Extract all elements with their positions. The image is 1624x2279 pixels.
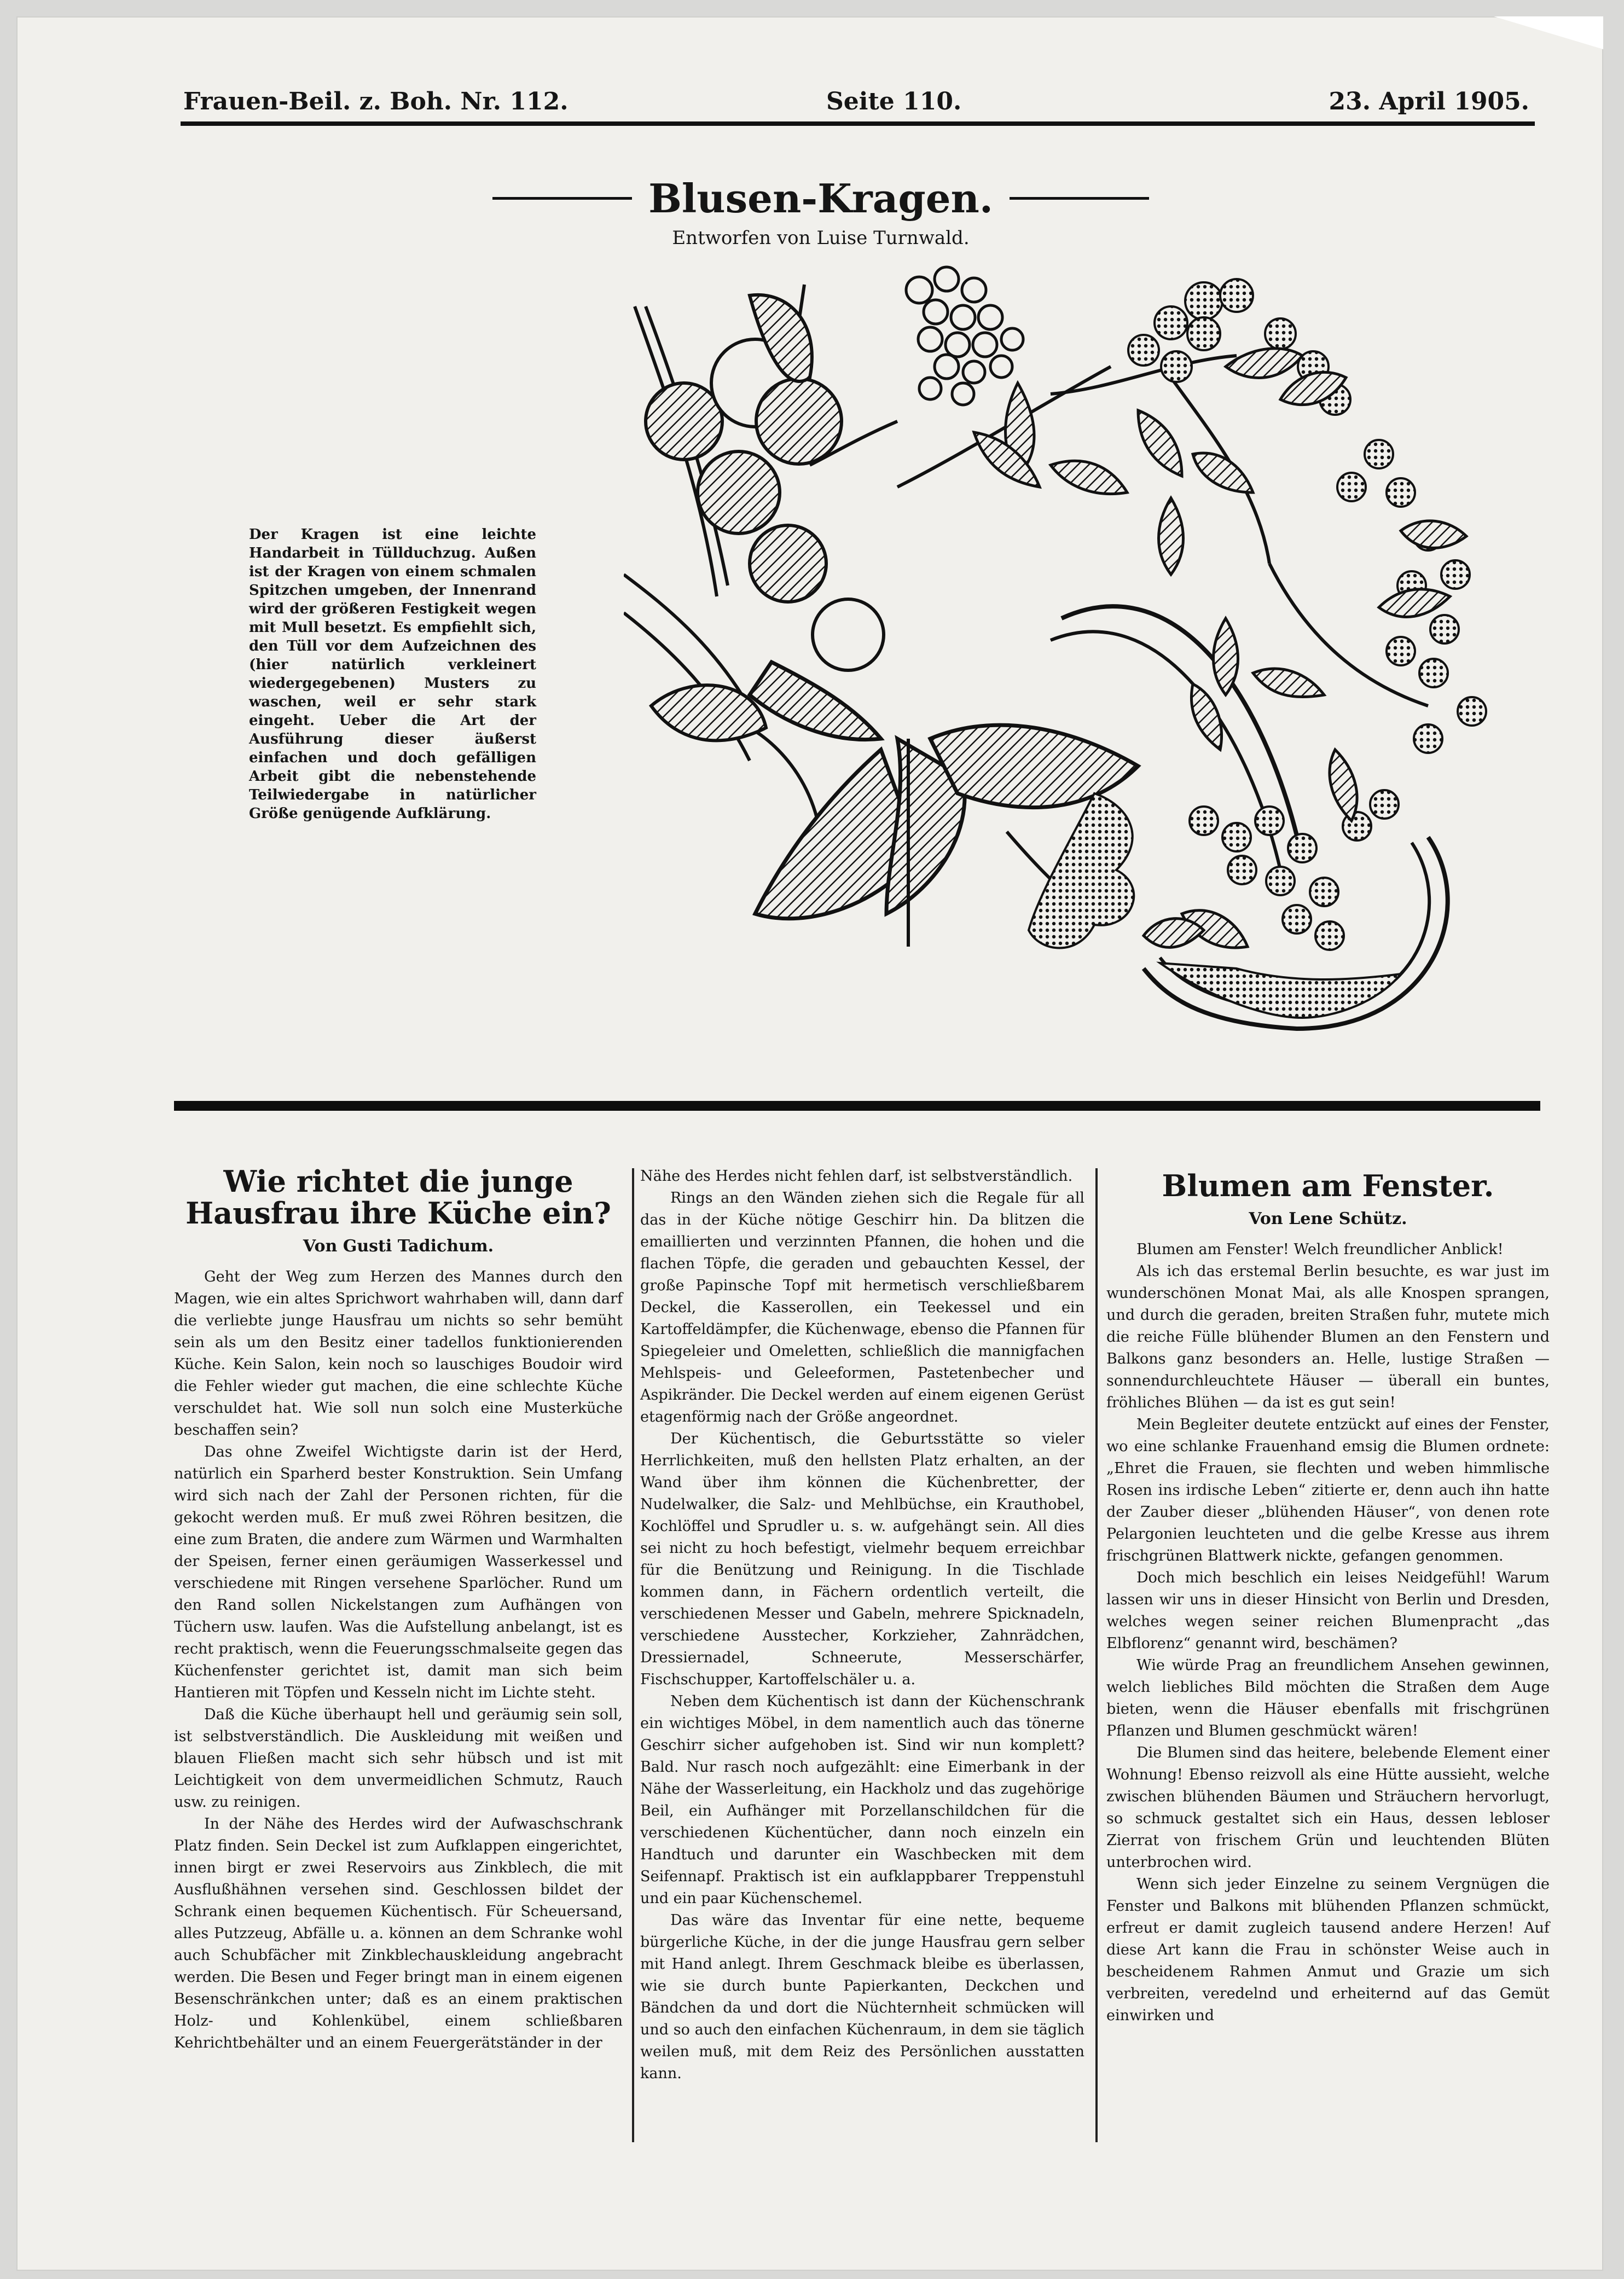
pattern-article-subtitle: Entworfen von Luise Turnwald. bbox=[672, 227, 970, 249]
pattern-article-heading bbox=[492, 175, 1149, 249]
title-ornament-line-right bbox=[1010, 197, 1149, 200]
flowers-paragraph: Doch mich beschlich ein leises Neidgefühl! Warum lassen wir uns in dieser Hinsicht von Berlin und Dresden, welches wegen seiner reichen Blumenpracht „das Elbflorenz“ genannt wird, beschämen? bbox=[1106, 1569, 1550, 1652]
header-page-number: Seite 110. bbox=[826, 88, 962, 115]
flowers-paragraph: Mein Begleiter deutete entzückt auf eines der Fenster, wo eine schlanke Frauenhand emsig die Blumen ordnete: „Ehret die Frauen, sie flechten und weben himmlische Rosen ins irdische Leben“ zitierte er, denn auch ihn hatte der Zauber dieser „blühenden Häuser“, von denen rote Pelargonien leuchteten und die gelbe Kresse aus ihrem frischgrünen Blattwerk nickte, gefangen genommen. bbox=[1106, 1416, 1550, 1564]
section-rule bbox=[174, 1101, 1540, 1111]
header-rule bbox=[181, 121, 1535, 126]
flowers-paragraph: Wenn sich jeder Einzelne zu seinem Vergnügen die Fenster und Balkons mit blühenden Pflanzen schmückt, erfreut er damit zugleich tausend andere Herzen! Auf diese Art kann die Frau in schönster Weise auch in bescheidenem Rahmen Anmut und Grazie um sich verbreiten, veredelnd und erheiternd auf das Gemüt einwirken und bbox=[1106, 1876, 1550, 2024]
kitchen-paragraph: Daß die Küche überhaupt hell und geräumig sein soll, ist selbstverständlich. Die Auskleidung mit weißen und blauen Fließen macht sich sehr hübsch und ist mit Leichtigkeit von dem unvermeidlichen Schmutz, Rauch usw. zu reinigen. bbox=[174, 1706, 623, 1811]
flowers-article-column bbox=[1106, 1165, 1550, 2027]
pattern-article-title: Blusen-Kragen. bbox=[648, 175, 993, 222]
kitchen-paragraph: Das ohne Zweifel Wichtigste darin ist der Herd, natürlich ein Sparherd bester Konstruktion. Sein Umfang wird sich nach der Zahl der Personen richten, für die gekocht werden muß. Er muß zwei Röhren besitzen, die eine zum Braten, die andere zum Wärmen und Warmhalten der Speisen, ferner einen geräumigen Wasserkessel und verschiedene mit Ringen versehene Sparlöcher. Rund um den Rand sollen Nickelstangen zum Aufhängen von Tüchern usw. laufen. Was die Aufstellung anbelangt, ist es recht praktisch, wenn die Feuerungsschmalseite gegen das Küchenfenster gerichtet ist, damit man sich beim Hantieren mit Töpfen und Kesseln nicht im Lichte steht. bbox=[174, 1443, 623, 1701]
header-publication: Frauen-Beil. z. Boh. Nr. 112. bbox=[183, 88, 569, 115]
flowers-article-author: Von Lene Schütz. bbox=[1249, 1209, 1407, 1228]
pattern-caption: Der Kragen ist eine leichte Handarbeit in Tüllduchzug. Außen ist der Kragen von einem schmalen Spitzchen umgeben, der Innenrand wird der größeren Festigkeit wegen mit Mull besetzt. Es empfiehlt sich, den Tüll vor dem Aufzeichnen des (hier natürlich verkleinert wiedergegebenen) Musters zu waschen, weil er sehr stark eingeht. Ueber die Art der Ausführung dieser äußerst einfachen und doch gefälligen Arbeit gibt die nebenstehende Teilwiedergabe in natürlicher Größe genügende Aufklärung. bbox=[249, 526, 536, 822]
page-header bbox=[183, 88, 1529, 120]
title-ornament-line-left bbox=[492, 197, 632, 200]
folded-corner bbox=[1494, 16, 1603, 49]
kitchen-article-author: Von Gusti Tadichum. bbox=[303, 1237, 494, 1256]
flowers-paragraph: Als ich das erstemal Berlin besuchte, es war just im wunderschönen Monat Mai, als alle Knospen sprangen, und durch die geraden, breiten Straßen fuhr, mutete mich die reiche Fülle blühender Blumen an den Fenstern und Balkons ganz besonders an. Helle, lustige Straßen — sonnendurchleuchtete Häuser — überall ein buntes, fröhliches Blühen — da ist es gut sein! bbox=[1106, 1263, 1550, 1411]
kitchen-paragraph: Rings an den Wänden ziehen sich die Regale für all das in der Küche nötige Geschirr hin. Da blitzen die emaillierten und verzinnten Pfannen, die hohen und die flachen Töpfe, die geraden und gebauchten Kessel, der große Papinsche Topf mit hermetisch verschließbarem Deckel, die Kasserollen, ein Teekessel und ein Kartoffeldämpfer, die Küchenwage, ebenso die Pfannen für Spiegeleier und Omeletten, schließlich die mannigfachen Mehlspeis- und Geleeformen, Pastetenbecher und Aspikränder. Die Deckel werden auf einem eigenen Gerüst etagenförmig nach der Größe angeordnet. bbox=[640, 1190, 1084, 1425]
kitchen-article-column-1 bbox=[174, 1165, 623, 2054]
flowers-article-title: Blumen am Fenster. bbox=[1162, 1168, 1494, 1203]
header-date: 23. April 1905. bbox=[1329, 88, 1529, 115]
kitchen-paragraph: Nähe des Herdes nicht fehlen darf, ist selbstverständlich. bbox=[640, 1168, 1073, 1185]
kitchen-article-column-2 bbox=[640, 1165, 1084, 2085]
kitchen-paragraph: Neben dem Küchentisch ist dann der Küchenschrank ein wichtiges Möbel, in dem namentlich auch das tönerne Geschirr sicher aufgehoben ist. Sind wir nun komplett? Bald. Nur rasch noch aufgezählt: eine Eimerbank in der Nähe der Wasserleitung, ein Hackholz und das zugehörige Beil, ein Aufhänger mit Porzellanschildchen für die verschiedenen Küchentücher, dann noch einzeln ein Handtuch und darunter ein Waschbecken mit dem Seifennapf. Praktisch ist ein aufklappbarer Treppenstuhl und ein paar Küchenschemel. bbox=[640, 1693, 1084, 1907]
column-rule-2 bbox=[1095, 1168, 1098, 2142]
kitchen-article-title: Wie richtet die junge Hausfrau ihre Küche ein? bbox=[185, 1164, 611, 1231]
kitchen-paragraph: Der Küchentisch, die Geburtsstätte so vieler Herrlichkeiten, muß den hellsten Platz erhalten, an der Wand über ihm können die Küchenbretter, der Nudelwalker, die Salz- und Mehlbüchse, ein Krauthobel, Kochlöffel und Sprudler u. s. w. aufgehängt sein. All dies sei nicht zu hoch befestigt, vielmehr bequem erreichbar für die Benützung und Reinigung. In die Tischlade kommen dann, in Fächern ordentlich verteilt, die verschiedenen Messer und Gabeln, mehrere Spicknadeln, verschiedene Ausstecher, Korkzieher, Zahnrädchen, Dressiernadel, Schneerute, Messerschärfer, Fischschupper, Kartoffelschäler u. a. bbox=[640, 1430, 1084, 1688]
flowers-paragraph: Die Blumen sind das heitere, belebende Element einer Wohnung! Ebenso reizvoll als eine Hütte aussieht, welche zwischen blühenden Bäumen und Sträuchern hervorlugt, so schmuck gestaltet sich ein Haus, dessen lebloser Zierrat von frischem Grün und leuchtenden Blüten unterbrochen wird. bbox=[1106, 1744, 1550, 1871]
flowers-paragraph: Wie würde Prag an freundlichem Ansehen gewinnen, welch liebliches Bild möchten die Straßen dem Auge bieten, wenn die Häuser ebenfalls mit frischgrünen Pflanzen und Blumen geschmückt wären! bbox=[1106, 1657, 1550, 1739]
kitchen-paragraph: Geht der Weg zum Herzen des Mannes durch den Magen, wie ein altes Sprichwort wahrhaben will, dann darf die verliebte junge Hausfrau um nichts so sehr bemüht sein als um den Besitz einer tadellos funktionierenden Küche. Kein Salon, kein noch so lauschiges Boudoir wird die Fehler wieder gut machen, die eine schlechte Küche verschuldet hat. Wie soll nun solch eine Musterküche beschaffen sein? bbox=[174, 1268, 623, 1439]
kitchen-paragraph: Das wäre das Inventar für eine nette, bequeme bürgerliche Küche, in der die junge Hausfrau gern selber mit Hand anlegt. Ihrem Geschmack bleibe es überlassen, wie sie durch bunte Papierkanten, Deckchen und Bändchen da und dort die Nüchternheit schmücken will und so auch den einfachen Küchenraum, in dem sie täglich weilen muß, mit dem Reiz des Persönlichen ausstatten kann. bbox=[640, 1912, 1084, 2082]
kitchen-paragraph: In der Nähe des Herdes wird der Aufwaschschrank Platz finden. Sein Deckel ist zum Aufklappen eingerichtet, innen birgt er zwei Reservoirs aus Zinkblech, die mit Ausflußhähnen versehen sind. Geschlossen bildet der Schrank einen bequemen Küchentisch. Für Scheuersand, alles Putzzeug, Abfälle u. a. können an dem Schranke wohl auch Schubfächer mit Zinkblechauskleidung angebracht werden. Die Besen und Feger bringt man in einem eigenen Besenschränkchen unter; daß es an einem praktischen Holz- und Kohlenkübel, einem schließbaren Kehrichtbehälter und an einem Feuergerätständer in der bbox=[174, 1816, 623, 2051]
flowers-paragraph: Blumen am Fenster! Welch freundlicher Anblick! bbox=[1136, 1241, 1504, 1258]
column-rule-1 bbox=[632, 1168, 634, 2142]
collar-embroidery-pattern bbox=[624, 257, 1548, 1078]
